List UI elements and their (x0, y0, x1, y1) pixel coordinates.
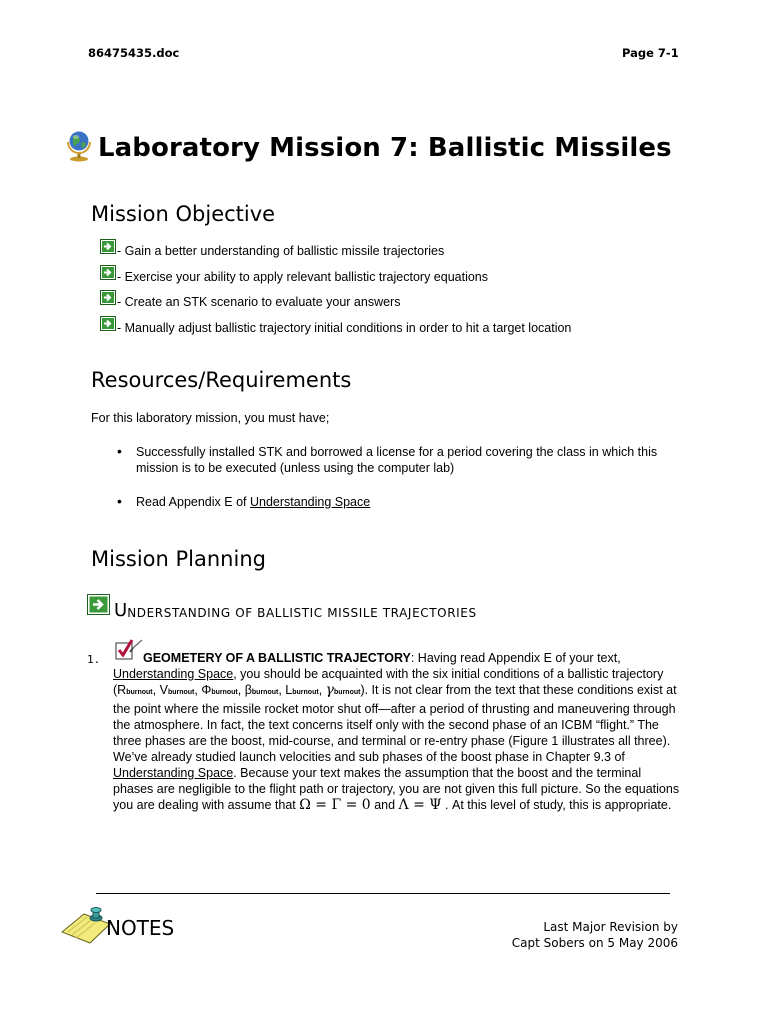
subscript: burnout (292, 689, 319, 696)
page-title: Laboratory Mission 7: Ballistic Missiles (98, 132, 672, 163)
section-heading-resources: Resources/Requirements (91, 368, 352, 392)
separator: , (237, 683, 245, 697)
subsection-heading (87, 594, 477, 621)
symbol: L (285, 683, 293, 697)
separator: , (318, 683, 326, 697)
subscript: burnout (211, 689, 238, 696)
arrow-right-icon (100, 316, 117, 335)
notepad-pin-icon (60, 906, 112, 949)
objective-item (100, 239, 444, 258)
step-text: and (370, 798, 399, 812)
arrow-right-icon (100, 290, 117, 309)
step-text: . Because your text makes the assumption that the boost and the terminal phases are negligible to the flight path or trajectory, you are not given this full picture. So the equations you are dealing with assume that (113, 766, 680, 812)
footer-divider (96, 893, 670, 894)
objective-item-text: - Create an STK scenario to evaluate your answers (117, 295, 401, 309)
separator: , (278, 683, 286, 697)
resource-item-reading-text: Read Appendix E of (136, 495, 250, 509)
resources-intro: For this laboratory mission, you must have; (91, 411, 330, 425)
bullet-dot: • (117, 443, 122, 459)
symbol: R (117, 683, 127, 697)
document-filename: 86475435.doc (88, 46, 180, 60)
title-row (64, 128, 672, 167)
section-heading-objective: Mission Objective (91, 202, 276, 226)
objective-item-text: - Gain a better understanding of ballistic missile trajectories (117, 244, 445, 258)
subsection-initial: U (114, 600, 128, 621)
equation-lambda-psi: Λ = Ψ (398, 797, 442, 813)
objective-item-text: - Exercise your ability to apply relevant ballistic trajectory equations (117, 270, 489, 284)
step-text: : Having read Appendix E of your text, (410, 651, 621, 665)
understanding-space-link[interactable]: Understanding Space (249, 495, 371, 509)
bullet-dot: • (117, 493, 122, 509)
understanding-space-link[interactable]: Understanding Space (113, 667, 234, 681)
subsection-title: NDERSTANDING OF BALLISTIC MISSILE TRAJECTORIES (127, 606, 477, 620)
revision-line: Last Major Revision by (543, 920, 678, 934)
symbol: V (159, 683, 168, 697)
symbol: Φ (201, 683, 212, 697)
section-heading-planning: Mission Planning (91, 547, 266, 571)
objective-item-text: - Manually adjust ballistic trajectory initial conditions in order to hit a target location (117, 321, 572, 335)
symbol: γ (325, 682, 335, 698)
separator: , (152, 683, 160, 697)
objective-item (100, 316, 571, 335)
checkmark-pencil-icon (115, 638, 145, 666)
equation-omega-gamma: Ω = Γ = 0 (299, 797, 371, 813)
separator: , (194, 683, 202, 697)
globe-icon (64, 128, 94, 167)
step-text: , you should be acquainted with the six initial conditions of a ballistic trajectory ( (113, 667, 664, 697)
page-number: Page 7-1 (622, 46, 679, 60)
subscript: burnout (251, 689, 279, 696)
objective-item (100, 290, 400, 309)
step-number: 1. (87, 653, 101, 666)
objective-item (100, 265, 488, 284)
subscript: burnout (334, 689, 361, 696)
arrow-right-icon (100, 265, 117, 284)
symbol: β (244, 683, 252, 697)
resource-item-reading (136, 494, 370, 510)
revision-info (512, 919, 678, 951)
understanding-space-link[interactable]: Understanding Space (113, 766, 234, 780)
revision-line: Capt Sobers on 5 May 2006 (511, 936, 678, 950)
step-text: ). It is not clear from the text that these conditions exist at the point where the missile rocket motor shut off—after a period of thrusting and maneuvering through the atmosphere. In fact, the text concerns itself only with the second phase of an ICBM “flight.” The three phases are the boost, mid-course, and terminal or re-entry phase (Figure 1 illustrates all three). We’ve already studied launch velocities and sub phases of the boost phase in Chapter 9.3 of (113, 683, 677, 764)
subscript: burnout (126, 689, 153, 696)
resource-item-stk: Successfully installed STK and borrowed a license for a period covering the class in which this mission is to be executed (unless using the computer lab) (136, 445, 658, 475)
step-heading: GEOMETERY OF A BALLISTIC TRAJECTORY (143, 651, 411, 665)
subscript: burnout (167, 689, 195, 696)
notes-label: NOTES (106, 915, 175, 940)
notes-block (60, 906, 174, 949)
step-text: . At this level of study, this is appropriate. (441, 798, 672, 812)
arrow-right-icon (100, 239, 117, 258)
arrow-right-icon (87, 594, 111, 621)
step-1-paragraph (87, 650, 683, 813)
